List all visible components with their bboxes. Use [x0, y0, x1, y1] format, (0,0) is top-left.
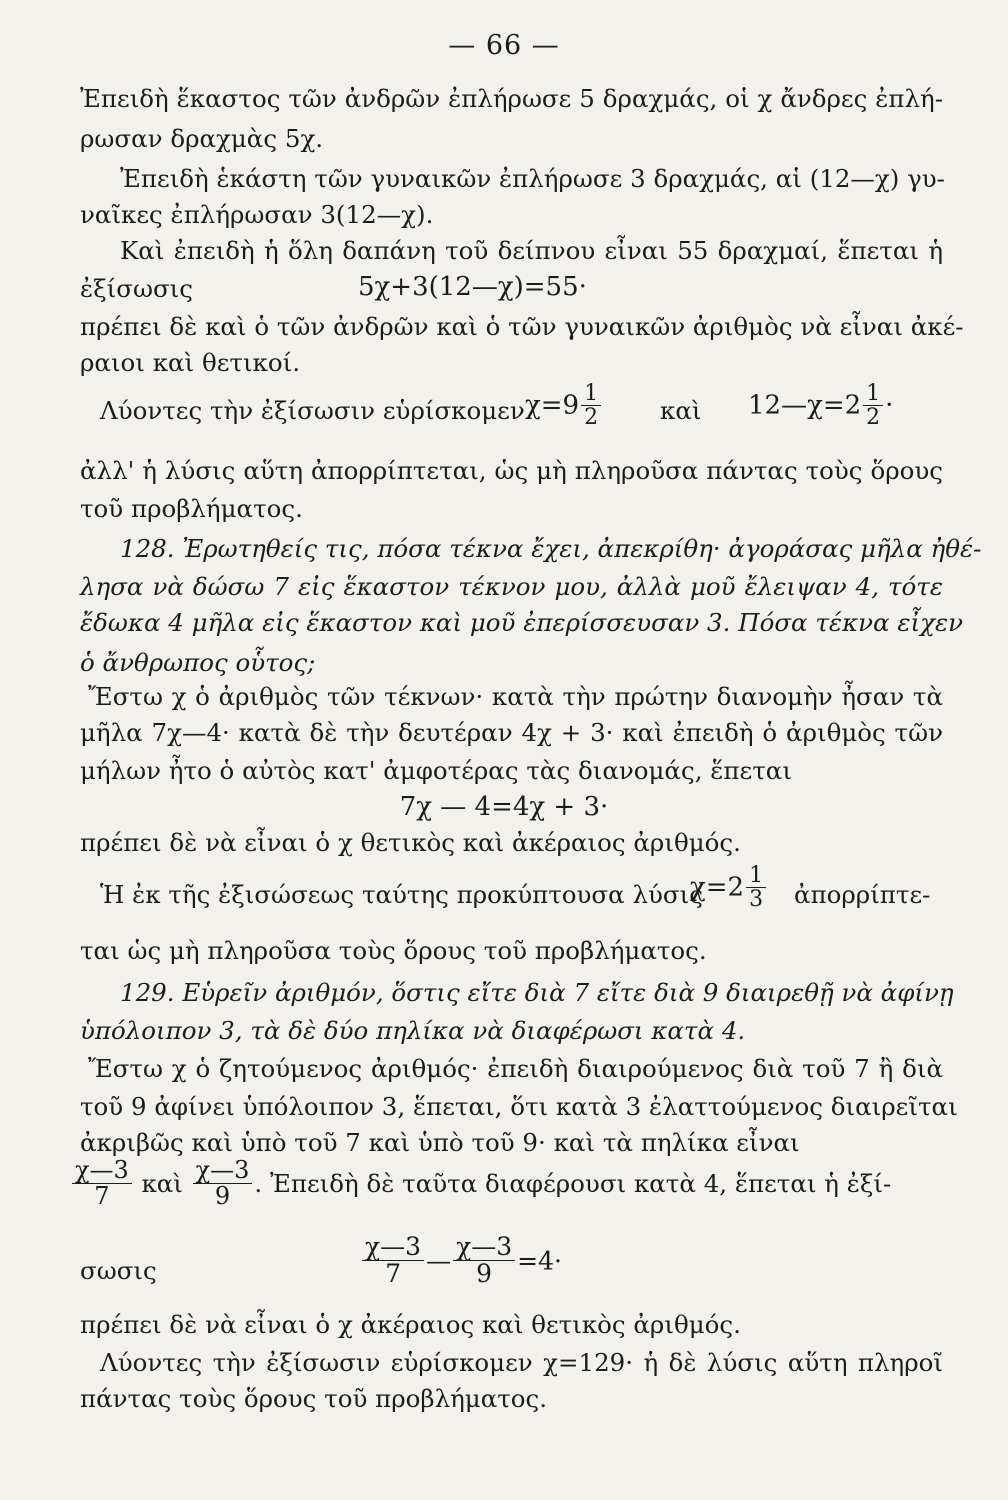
text-line: μῆλα 7χ—4· κατὰ δὲ τὴν δευτέραν 4χ + 3· καὶ ἐπειδὴ ὁ ἀριθμὸς τῶν — [80, 718, 943, 747]
text-word: σωσις — [80, 1256, 157, 1285]
problem-128-statement: 128. Ἐρωτηθείς τις, πόσα τέκνα ἔχει, ἀπεκρίθη· ἀγοράσας μῆλα ἠθέ- — [120, 534, 982, 563]
text-line: τοῦ 9 ἀφίνει ὑπόλοιπον 3, ἕπεται, ὅτι κατὰ 3 ἐλαττούμενος διαιρεῖται — [80, 1092, 958, 1121]
text-line: πρέπει δὲ νὰ εἶναι ὁ χ θετικὸς καὶ ἀκέραιος ἀριθμός. — [80, 828, 741, 857]
equation: 7χ — 4=4χ + 3· — [399, 792, 609, 822]
problem-128-statement: ὁ ἄνθρωπος οὗτος; — [80, 648, 316, 677]
solution-2-value: 12—χ=2 — [748, 390, 862, 421]
fraction-numerator: χ—3 — [453, 1234, 515, 1261]
text-line: Ἐπειδὴ ἕκαστος τῶν ἀνδρῶν ἐπλήρωσε 5 δραχμάς, οἱ χ ἄνδρες ἐπλή- — [80, 84, 943, 113]
solution-value: χ=2 — [690, 872, 745, 903]
fraction — [581, 382, 601, 429]
text-line: Ἐπειδὴ ἑκάστη τῶν γυναικῶν ἐπλήρωσε 3 δραχμάς, αἱ (12—χ) γυ- — [120, 164, 945, 193]
quotient-fractions — [70, 1158, 891, 1209]
text-line: ρωσαν δραχμὰς 5χ. — [80, 124, 324, 153]
fraction-denominator: 9 — [476, 1259, 493, 1289]
text-line: Ἡ ἐκ τῆς ἐξισώσεως ταύτης προκύπτουσα λύσις — [100, 880, 703, 909]
problem-129-statement: 129. Εὑρεῖν ἀριθμόν, ὅστις εἴτε διὰ 7 εἴτε διὰ 9 διαιρεθῇ νὰ ἀφίνῃ — [120, 978, 954, 1007]
text-line: ἀκριβῶς καὶ ὑπὸ τοῦ 7 καὶ ὑπὸ τοῦ 9· καὶ τὰ πηλίκα εἶναι — [80, 1128, 800, 1157]
fraction-numerator: 1 — [863, 382, 883, 406]
problem-128-statement: λησα νὰ δώσω 7 εἰς ἕκαστον τέκνον μου, ἀλλὰ μοῦ ἔλειψαν 4, τότε — [80, 572, 943, 601]
text-line: πρέπει δὲ νὰ εἶναι ὁ χ ἀκέραιος καὶ θετικὸς ἀριθμός. — [80, 1310, 741, 1339]
equation-rhs: =4· — [517, 1246, 562, 1276]
fraction-numerator: χ—3 — [362, 1234, 424, 1261]
minus-sign: — — [426, 1246, 452, 1276]
text-line: μήλων ἦτο ὁ αὐτὸς κατ' ἀμφοτέρας τὰς διανομάς, ἕπεται — [80, 756, 792, 785]
text-line: ραιοι καὶ θετικοί. — [80, 348, 301, 377]
fraction-numerator: χ—3 — [193, 1158, 253, 1184]
fraction-denominator: 9 — [214, 1182, 231, 1211]
page-number: — 66 — — [448, 30, 560, 61]
fraction-denominator: 7 — [94, 1182, 110, 1211]
fraction-denominator: 2 — [866, 405, 881, 431]
text-line: τοῦ προβλήματος. — [80, 494, 303, 523]
equation: 5χ+3(12—χ)=55· — [358, 272, 587, 302]
fraction-numerator: χ—3 — [72, 1158, 132, 1184]
punctuation: · — [885, 390, 894, 421]
fraction — [746, 864, 766, 911]
fraction-numerator: 1 — [746, 864, 766, 888]
fraction — [863, 382, 883, 429]
text-word: καὶ — [141, 1169, 183, 1199]
problem-129-statement: ὑπόλοιπον 3, τὰ δὲ δύο πηλίκα νὰ διαφέρωσι κατὰ 4. — [80, 1016, 746, 1045]
solution-2 — [748, 382, 893, 429]
text-word: ἀπορρίπτε- — [794, 880, 931, 909]
fraction-denominator: 3 — [749, 887, 764, 913]
equation — [360, 1234, 562, 1288]
text-line: πρέπει δὲ καὶ ὁ τῶν ἀνδρῶν καὶ ὁ τῶν γυναικῶν ἀριθμὸς νὰ εἶναι ἀκέ- — [80, 312, 964, 341]
fraction — [453, 1234, 515, 1288]
text-line: Ἔστω χ ὁ ἀριθμὸς τῶν τέκνων· κατὰ τὴν πρώτην διανομὴν ἦσαν τὰ — [88, 682, 943, 711]
fraction — [72, 1158, 132, 1209]
problem-128-statement: ἔδωκα 4 μῆλα εἰς ἕκαστον καὶ μοῦ ἐπερίσσευσαν 3. Πόσα τέκνα εἶχεν — [80, 608, 964, 637]
text-line: ναῖκες ἐπλήρωσαν 3(12—χ). — [80, 200, 434, 229]
text-line: πάντας τοὺς ὅρους τοῦ προβλήματος. — [80, 1384, 548, 1413]
fraction-denominator: 7 — [385, 1259, 401, 1289]
solution — [690, 864, 768, 911]
text-line: Λύοντες τὴν ἐξίσωσιν εὑρίσκομεν χ=129· ἡ δὲ λύσις αὕτη πληροῖ — [100, 1348, 943, 1377]
solution-1-value: χ=9 — [525, 390, 580, 421]
fraction — [193, 1158, 253, 1209]
fraction — [362, 1234, 424, 1288]
text-line: Λύοντες τὴν ἐξίσωσιν εὑρίσκομεν — [100, 396, 525, 425]
text-line: ἀλλ' ἡ λύσις αὕτη ἀπορρίπτεται, ὡς μὴ πληροῦσα πάντας τοὺς ὅρους — [80, 456, 943, 485]
fraction-numerator: 1 — [581, 382, 601, 406]
fraction-denominator: 2 — [584, 405, 599, 431]
text-line: . Ἐπειδὴ δὲ ταῦτα διαφέρουσι κατὰ 4, ἕπεται ἡ ἐξί- — [254, 1169, 892, 1199]
text-word: καὶ — [660, 396, 702, 425]
text-word: ἐξίσωσις — [80, 274, 194, 303]
text-line: Ἔστω χ ὁ ζητούμενος ἀριθμός· ἐπειδὴ διαιρούμενος διὰ τοῦ 7 ἢ διὰ — [88, 1054, 943, 1083]
solution-1 — [525, 382, 603, 429]
text-line: ται ὡς μὴ πληροῦσα τοὺς ὅρους τοῦ προβλήματος. — [80, 936, 707, 965]
text-line: Καὶ ἐπειδὴ ἡ ὅλη δαπάνη τοῦ δείπνου εἶναι 55 δραχμαί, ἕπεται ἡ — [120, 236, 943, 265]
